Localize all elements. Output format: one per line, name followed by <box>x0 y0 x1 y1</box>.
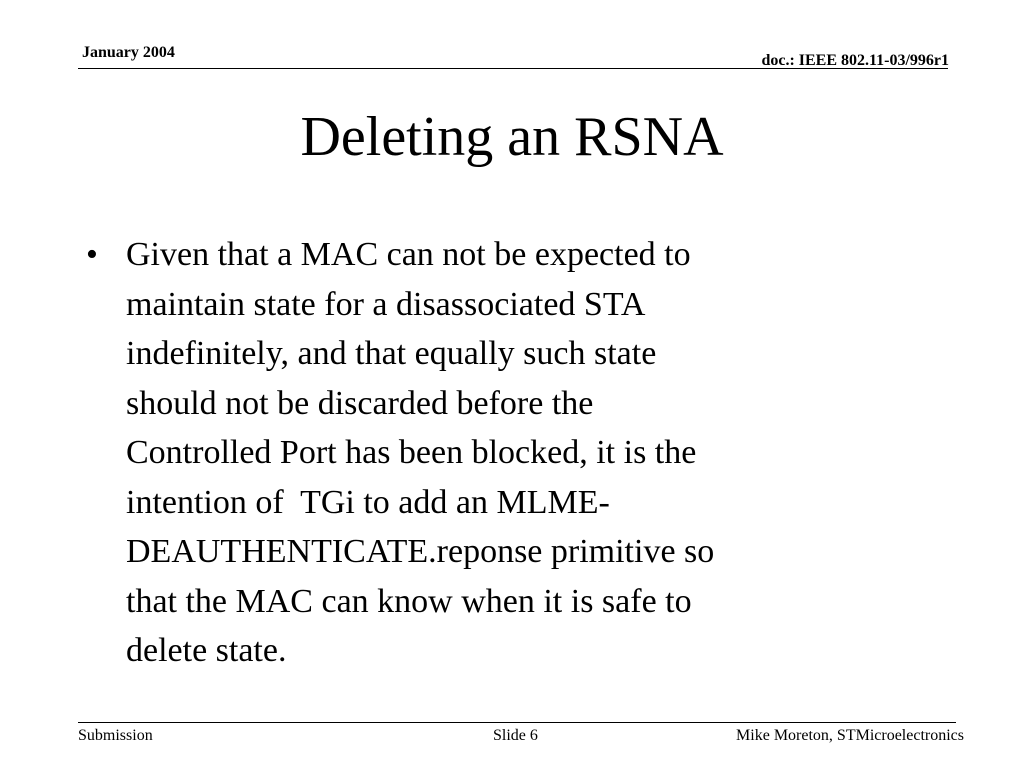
slide-title: Deleting an RSNA <box>300 106 724 168</box>
footer-submission: Submission <box>78 727 153 744</box>
header-divider <box>78 68 948 69</box>
header-date: January 2004 <box>82 44 175 61</box>
bullet-dot-icon: • <box>86 236 98 273</box>
bullet-item <box>86 230 936 676</box>
bullet-line: that the MAC can know when it is safe to <box>126 582 692 620</box>
footer-divider <box>78 722 956 723</box>
footer-slide-number: Slide 6 <box>493 727 538 744</box>
bullet-line: indefinitely, and that equally such state <box>126 335 657 372</box>
bullet-line: DEAUTHENTICATE.reponse primitive so <box>126 533 715 570</box>
footer-author: Mike Moreton, STMicroelectronics <box>736 727 964 744</box>
bullet-line: intention of TGi to add an MLME- <box>126 483 610 521</box>
bullet-line: Given that a MAC can not be expected to <box>126 236 691 273</box>
bullet-line: delete state. <box>126 632 287 669</box>
bullet-text <box>126 230 936 676</box>
header-doc-id: doc.: IEEE 802.11-03/996r1 <box>761 52 949 69</box>
bullet-list <box>86 230 936 676</box>
bullet-line: should not be discarded before the <box>126 384 594 422</box>
bullet-line: Controlled Port has been blocked, it is the <box>126 434 697 471</box>
bullet-line: maintain state for a disassociated STA <box>126 285 646 323</box>
